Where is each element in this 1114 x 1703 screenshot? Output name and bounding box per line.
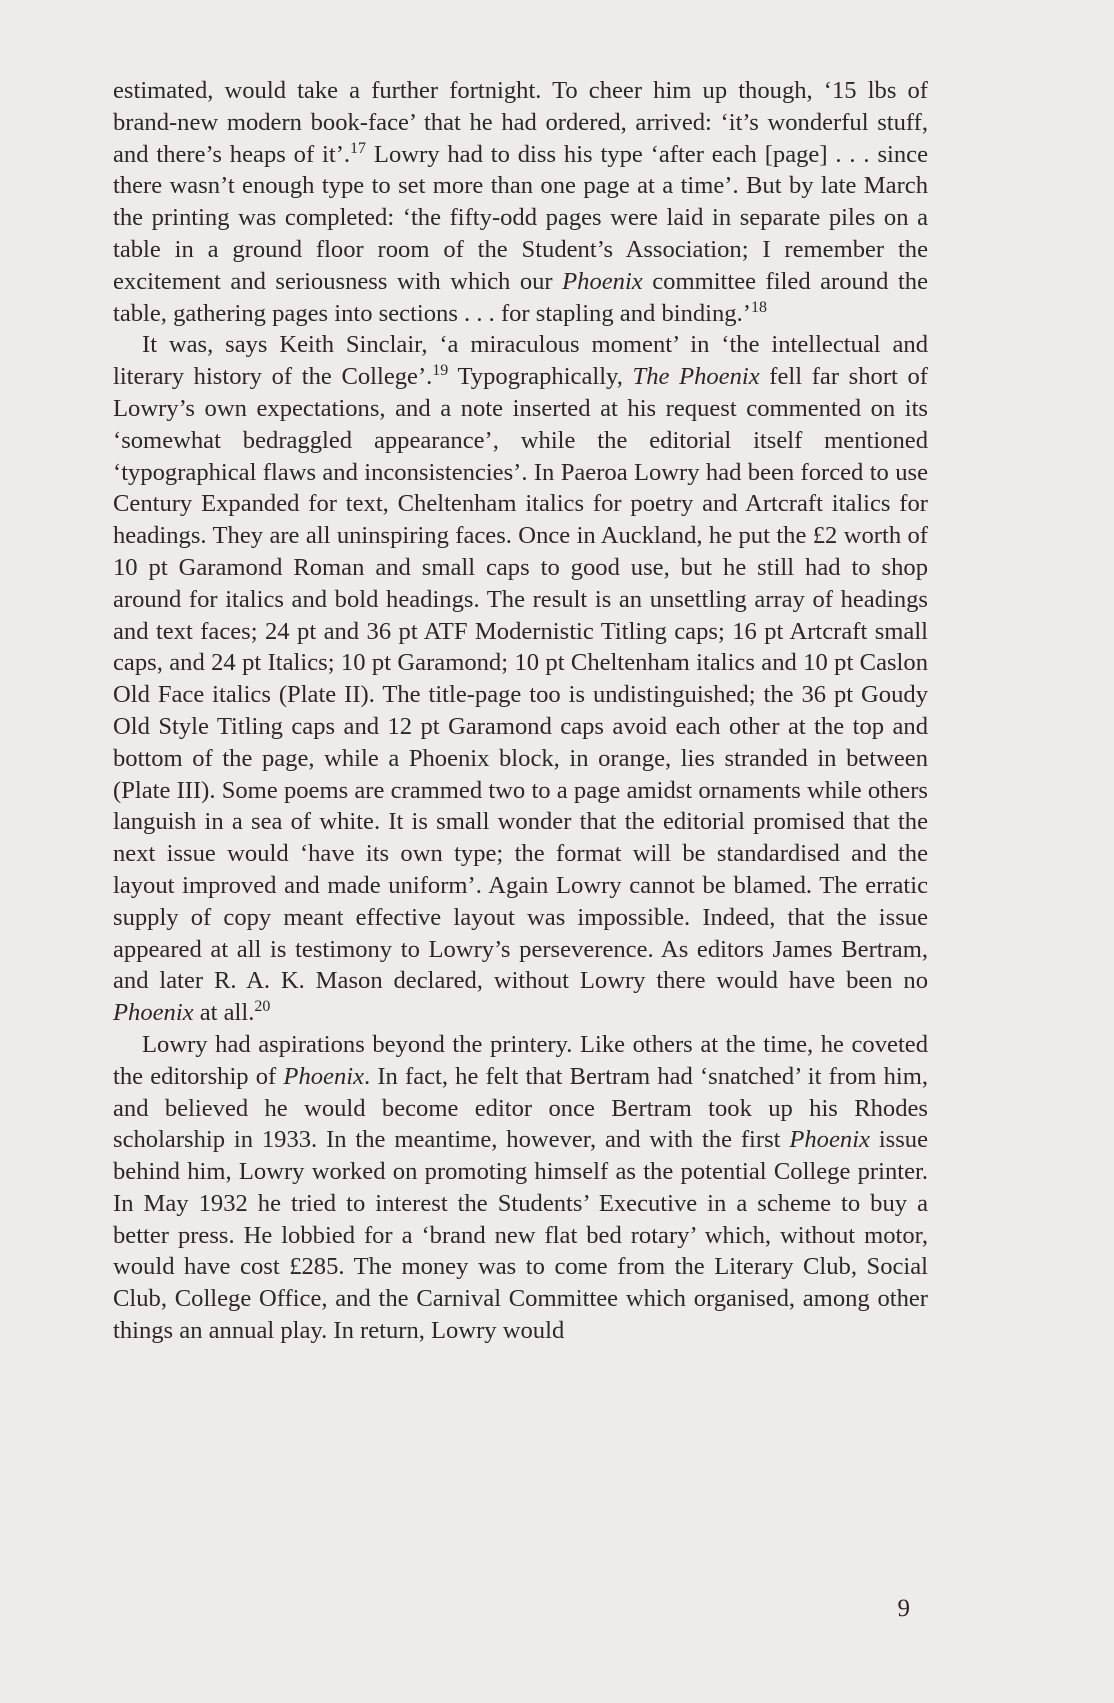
- text-run: fell far short of Lowry’s own expectations, and a note inserted at his request commented on its ‘somewhat bedraggled appearance’, while the editorial itself mentioned ‘typographical flaws and inconsistencies’. In Paeroa Lowry had been forced to use Century Expanded for text, Cheltenham italics for poetry and Artcraft italics for headings. They are all uninspiring faces. Once in Auckland, he put the £2 worth of 10 pt Garamond Roman and small caps to good use, but he still had to shop around for italics and bold headings. The result is an unsettling array of headings and text faces; 24 pt and 36 pt ATF Modernistic Titling caps; 16 pt Artcraft small caps, and 24 pt Italics; 10 pt Garamond; 10 pt Cheltenham italics and 10 pt Caslon Old Face italics (Plate II). The title-page too is undistinguished; the 36 pt Goudy Old Style Titling caps and 12 pt Garamond caps avoid each other at the top and bottom of the page, while a Phoenix block, in orange, lies stranded in between (Plate III). Some poems are crammed two to a page amidst ornaments while others languish in a sea of white. It is small wonder that the editorial promised that the next issue would ‘have its own type; the format will be standardised and the layout improved and made uniform’. Again Lowry cannot be blamed. The erratic supply of copy meant effective layout was impossible. Indeed, that the issue appeared at all is testimony to Lowry’s perseverence. As editors James Bertram, and later R. A. K. Mason declared, without Lowry there would have been no: [113, 363, 928, 995]
- paragraph-2: [113, 329, 928, 1029]
- italic-title-phoenix: Phoenix: [562, 267, 643, 295]
- footnote-ref-17: 17: [350, 139, 367, 157]
- italic-title-phoenix: Phoenix: [113, 999, 194, 1027]
- text-run: estimated, would take a further fortnight. To cheer him up though, ‘15 lbs of brand-new modern book-face’ that he had ordered, arrived: ‘it’s wonderful stuff, and there’s heaps of it’.: [113, 77, 928, 168]
- text-run: It was, says Keith Sinclair, ‘a miraculous moment’ in ‘the intellectual and literary history of the College’.: [113, 331, 928, 391]
- italic-title-phoenix: Phoenix: [789, 1126, 870, 1154]
- paragraph-1: [113, 75, 928, 329]
- footnote-ref-18: 18: [750, 298, 767, 316]
- text-run: issue behind him, Lowry worked on promoting himself as the potential College printer. In May 1932 he tried to interest the Students’ Executive in a scheme to buy a better press. He lobbied for a ‘brand new flat bed rotary’ which, without motor, would have cost £285. The money was to come from the Literary Club, Social Club, College Office, and the Carnival Committee which organised, among other things an annual play. In return, Lowry would: [113, 1126, 929, 1345]
- body-text: [113, 75, 928, 1347]
- paragraph-3: [113, 1029, 928, 1347]
- text-run: at all.: [193, 999, 255, 1027]
- italic-title-phoenix: Phoenix: [283, 1062, 365, 1090]
- text-run: committee filed around the table, gathering pages into sections . . . for stapling and binding.’: [113, 267, 928, 327]
- text-run: . In fact, he felt that Bertram had ‘snatched’ it from him, and believed he would become editor once Bertram took up his Rhodes scholarship in 1933. In the meantime, however, and with the first: [113, 1062, 928, 1154]
- text-run: Lowry had aspirations beyond the printery. Like others at the time, he coveted the editorship of: [113, 1030, 928, 1090]
- text-run: Typographically,: [448, 363, 633, 391]
- footnote-ref-20: 20: [254, 998, 271, 1016]
- page-number: 9: [897, 1595, 910, 1622]
- footnote-ref-19: 19: [432, 362, 449, 380]
- text-run: Lowry had to diss his type ‘after each [page] . . . since there wasn’t enough type to set more than one page at a time’. But by late March the printing was completed: ‘the fifty-odd pages were laid in separate piles on a table in a ground floor room of the Student’s Association; I remember the excitement and seriousness with which our: [113, 140, 928, 295]
- italic-title-the-phoenix: The Phoenix: [632, 363, 760, 391]
